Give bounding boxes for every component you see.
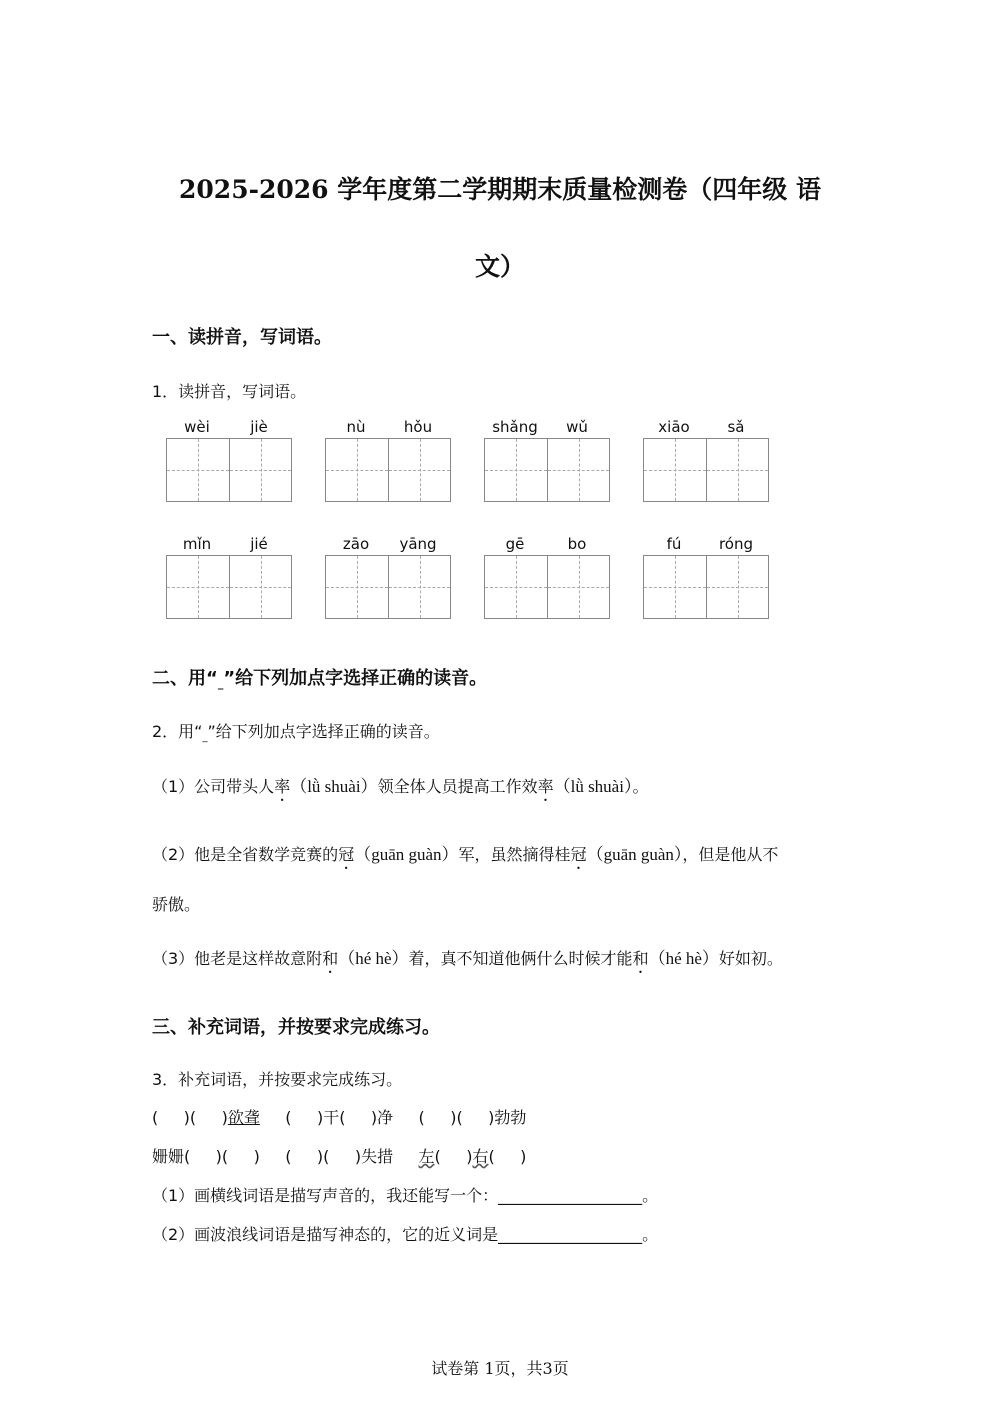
section3-heading: 三、补充词语，并按要求完成练习。	[152, 1017, 440, 1038]
item1-pinyin1: （lǜ shuài）	[290, 777, 378, 796]
writing-cell[interactable]	[706, 556, 768, 618]
pinyin-label: gē	[505, 535, 525, 553]
pinyin-label: shǎng	[492, 418, 538, 436]
idiom-wavy-2: 右	[472, 1147, 489, 1166]
item1-dotted1: 率	[274, 777, 291, 796]
writing-cell[interactable]	[644, 556, 706, 618]
pinyin-label: fú	[666, 535, 682, 553]
writing-cell[interactable]	[485, 556, 547, 618]
pinyin-label: zāo	[342, 535, 370, 553]
item2-text3: ，但是他从不	[682, 845, 779, 864]
question3-sub1: （1）画横线词语是描写声音的，我还能写一个：__________________。	[152, 1186, 659, 1205]
writing-boxes	[166, 438, 292, 502]
writing-cell[interactable]	[547, 556, 609, 618]
pinyin-label: wǔ	[566, 418, 588, 436]
pinyin-label: sǎ	[727, 418, 745, 436]
writing-cell[interactable]	[388, 439, 450, 501]
pinyin-label: róng	[718, 535, 754, 553]
pinyin-label: nù	[346, 418, 366, 436]
pinyin-labels	[166, 418, 292, 438]
item3-pinyin2: （hé hè）	[648, 949, 719, 968]
writing-cell[interactable]	[706, 439, 768, 501]
pinyin-label: xiāo	[658, 418, 690, 436]
item2-dotted1: 冠	[338, 845, 355, 864]
idiom-row1-c: ( )干( )净 ( )( )勃勃	[259, 1108, 527, 1127]
writing-cell[interactable]	[167, 556, 229, 618]
item2-text1: （2）他是全省数学竞赛的	[152, 845, 339, 864]
idiom-row1-a: ( )( )	[152, 1108, 228, 1127]
pinyin-label: jiè	[250, 418, 268, 436]
writing-cell[interactable]	[167, 439, 229, 501]
question3-sub2: （2）画波浪线词语是描写神态的，它的近义词是__________________。	[152, 1225, 659, 1244]
section1-heading: 一、读拼音，写词语。	[152, 327, 332, 348]
item3-text3: 好如初。	[718, 949, 783, 968]
item3-dotted1: 和	[322, 949, 339, 968]
writing-boxes	[643, 555, 769, 619]
pinyin-label: bo	[567, 535, 587, 553]
pinyin-label: yāng	[399, 535, 437, 553]
item2-text2: 军，虽然摘得桂	[458, 845, 571, 864]
item3-pinyin1: （hé hè）	[338, 949, 409, 968]
pinyin-label: mǐn	[182, 535, 212, 553]
item3-text2: 着，真不知道他俩什么时候才能	[408, 949, 633, 968]
question2-item2-cont: 骄傲。	[152, 895, 201, 914]
question2-item2	[152, 840, 778, 873]
question3: 3．补充词语，并按要求完成练习。	[152, 1070, 403, 1089]
pinyin-labels	[643, 535, 769, 555]
writing-cell[interactable]	[547, 439, 609, 501]
page-title-line2: 文）	[474, 252, 525, 281]
item2-pinyin2: （guān guàn）	[586, 845, 683, 864]
question2-item3	[152, 944, 783, 977]
writing-boxes	[484, 438, 610, 502]
question1: 1．读拼音，写词语。	[152, 382, 307, 401]
pinyin-labels	[643, 418, 769, 438]
item1-text1: （1）公司带头人	[152, 777, 275, 796]
section2-heading-a: 二、用“	[152, 668, 218, 689]
pinyin-label: hǒu	[403, 418, 433, 436]
pinyin-labels	[325, 535, 451, 555]
question2-item1	[152, 772, 648, 805]
idiom-row2-blank2: ( )	[488, 1147, 527, 1166]
writing-boxes	[325, 555, 451, 619]
idiom-row2-a: 姗姗( )( ) ( )( )失措	[152, 1147, 419, 1166]
idiom-underlined: 欲聋	[227, 1108, 260, 1127]
item1-dotted2: 率	[537, 777, 554, 796]
idiom-row2-blank1: ( )	[434, 1147, 473, 1166]
item1-text2: 领全体人员提高工作效	[377, 777, 538, 796]
section2-heading	[152, 664, 487, 690]
item2-dotted2: 冠	[570, 845, 587, 864]
item3-text1: （3）他老是这样故意附	[152, 949, 323, 968]
item2-pinyin1: （guān guàn）	[354, 845, 459, 864]
pinyin-labels	[166, 535, 292, 555]
item1-text3: 。	[632, 777, 649, 796]
question2-b: ”给下列加点字选择正确的读音。	[207, 722, 440, 741]
writing-boxes	[325, 438, 451, 502]
section2-heading-mark: _	[217, 677, 224, 690]
section2-heading-b: ”给下列加点字选择正确的读音。	[223, 668, 488, 689]
pinyin-label: jié	[250, 535, 268, 553]
page-footer: 试卷第 1页，共3页	[431, 1359, 569, 1378]
writing-boxes	[484, 555, 610, 619]
writing-cell[interactable]	[229, 556, 291, 618]
idiom-wavy-1: 左	[418, 1147, 435, 1166]
writing-cell[interactable]	[326, 439, 388, 501]
writing-boxes	[166, 555, 292, 619]
writing-boxes	[643, 438, 769, 502]
item3-dotted2: 和	[632, 949, 649, 968]
pinyin-labels	[484, 535, 610, 555]
pinyin-labels	[325, 418, 451, 438]
idiom-row1	[152, 1105, 526, 1128]
pinyin-label: wèi	[184, 418, 210, 436]
writing-cell[interactable]	[388, 556, 450, 618]
page-title-line1: 2025-2026 学年度第二学期期末质量检测卷（四年级 语	[179, 175, 821, 204]
item1-pinyin2: （lǜ shuài）	[553, 777, 633, 796]
writing-cell[interactable]	[229, 439, 291, 501]
question2	[152, 719, 440, 743]
writing-cell[interactable]	[485, 439, 547, 501]
writing-cell[interactable]	[326, 556, 388, 618]
question2-a: 2．用“	[152, 722, 203, 741]
pinyin-labels	[484, 418, 610, 438]
question2-mark: _	[202, 732, 208, 743]
idiom-row2	[152, 1144, 526, 1167]
writing-cell[interactable]	[644, 439, 706, 501]
